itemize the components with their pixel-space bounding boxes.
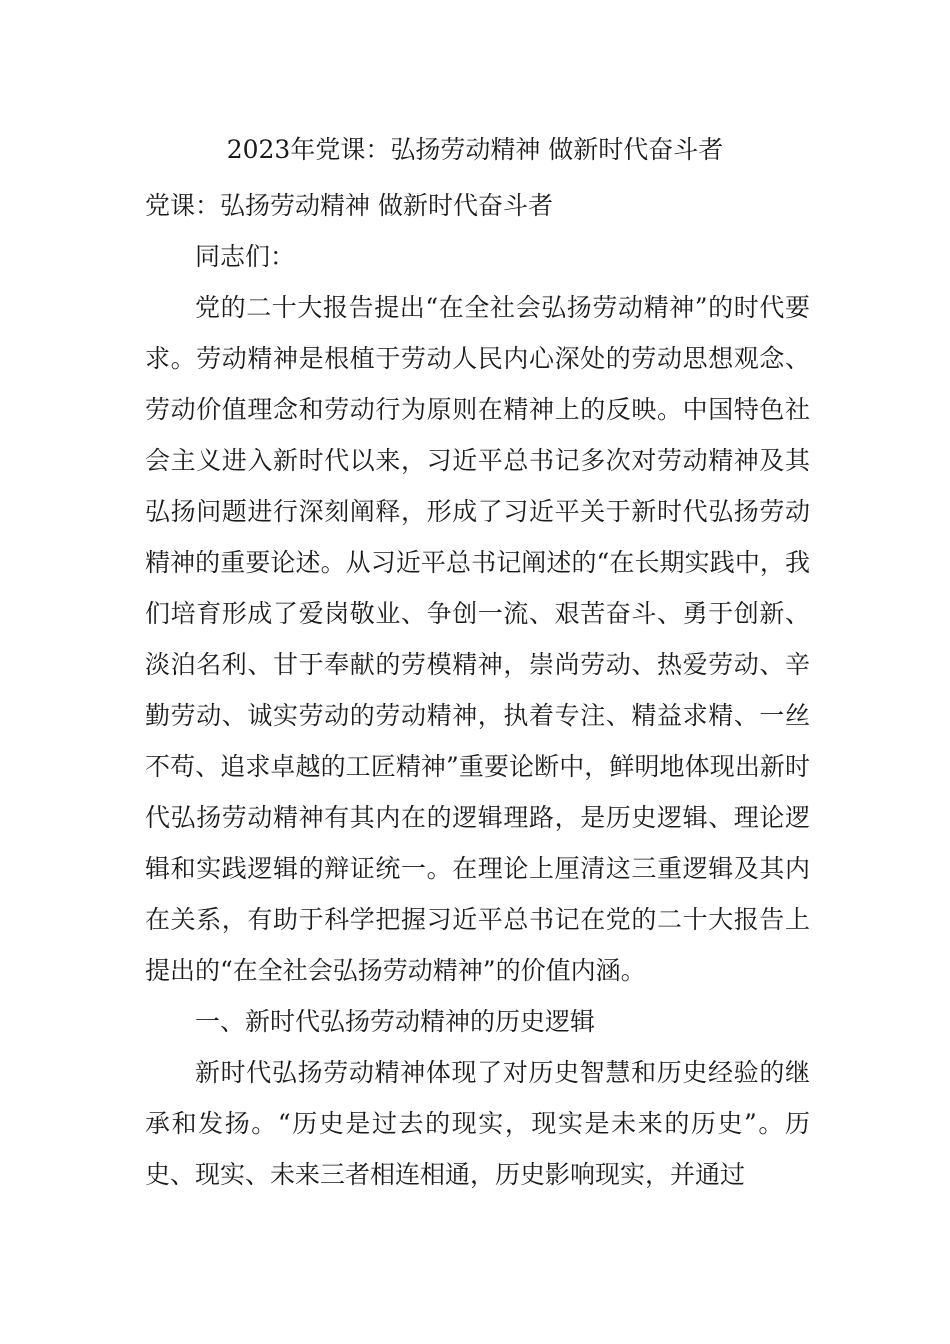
document-title: 2023年党课：弘扬劳动精神 做新时代奋斗者 — [226, 135, 724, 164]
salutation: 同志们： — [195, 242, 296, 271]
document-body — [145, 180, 810, 1200]
section-heading: 一、新时代弘扬劳动精神的历史逻辑 — [195, 1007, 596, 1036]
document-subtitle: 党课：弘扬劳动精神 做新时代奋斗者 — [145, 191, 553, 220]
body-paragraph: 党的二十大报告提出“在全社会弘扬劳动精神”的时代要求。劳动精神是根植于劳动人民内心深处的劳动思想观念、劳动价值理念和劳动行为原则在精神上的反映。中国特色社会主义进入新时代以来，习近平总书记多次对劳动精神及其弘扬问题进行深刻阐释，形成了习近平关于新时代弘扬劳动精神的重要论述。从习近平总书记阐述的“在长期实践中，我们培育形成了爱岗敬业、争创一流、艰苦奋斗、勇于创新、淡泊名利、甘于奉献的劳模精神，崇尚劳动、热爱劳动、辛勤劳动、诚实劳动的劳动精神，执着专注、精益求精、一丝不苟、追求卓越的工匠精神”重要论断中，鲜明地体现出新时代弘扬劳动精神有其内在的逻辑理路，是历史逻辑、理论逻辑和实践逻辑的辩证统一。在理论上厘清这三重逻辑及其内在关系，有助于科学把握习近平总书记在党的二十大报告上提出的“在全社会弘扬劳动精神”的价值内涵。 — [145, 293, 810, 985]
section-paragraph: 新时代弘扬劳动精神体现了对历史智慧和历史经验的继承和发扬。“历史是过去的现实，现实是未来的历史”。历史、现实、未来三者相连相通，历史影响现实，并通过 — [145, 1058, 810, 1189]
